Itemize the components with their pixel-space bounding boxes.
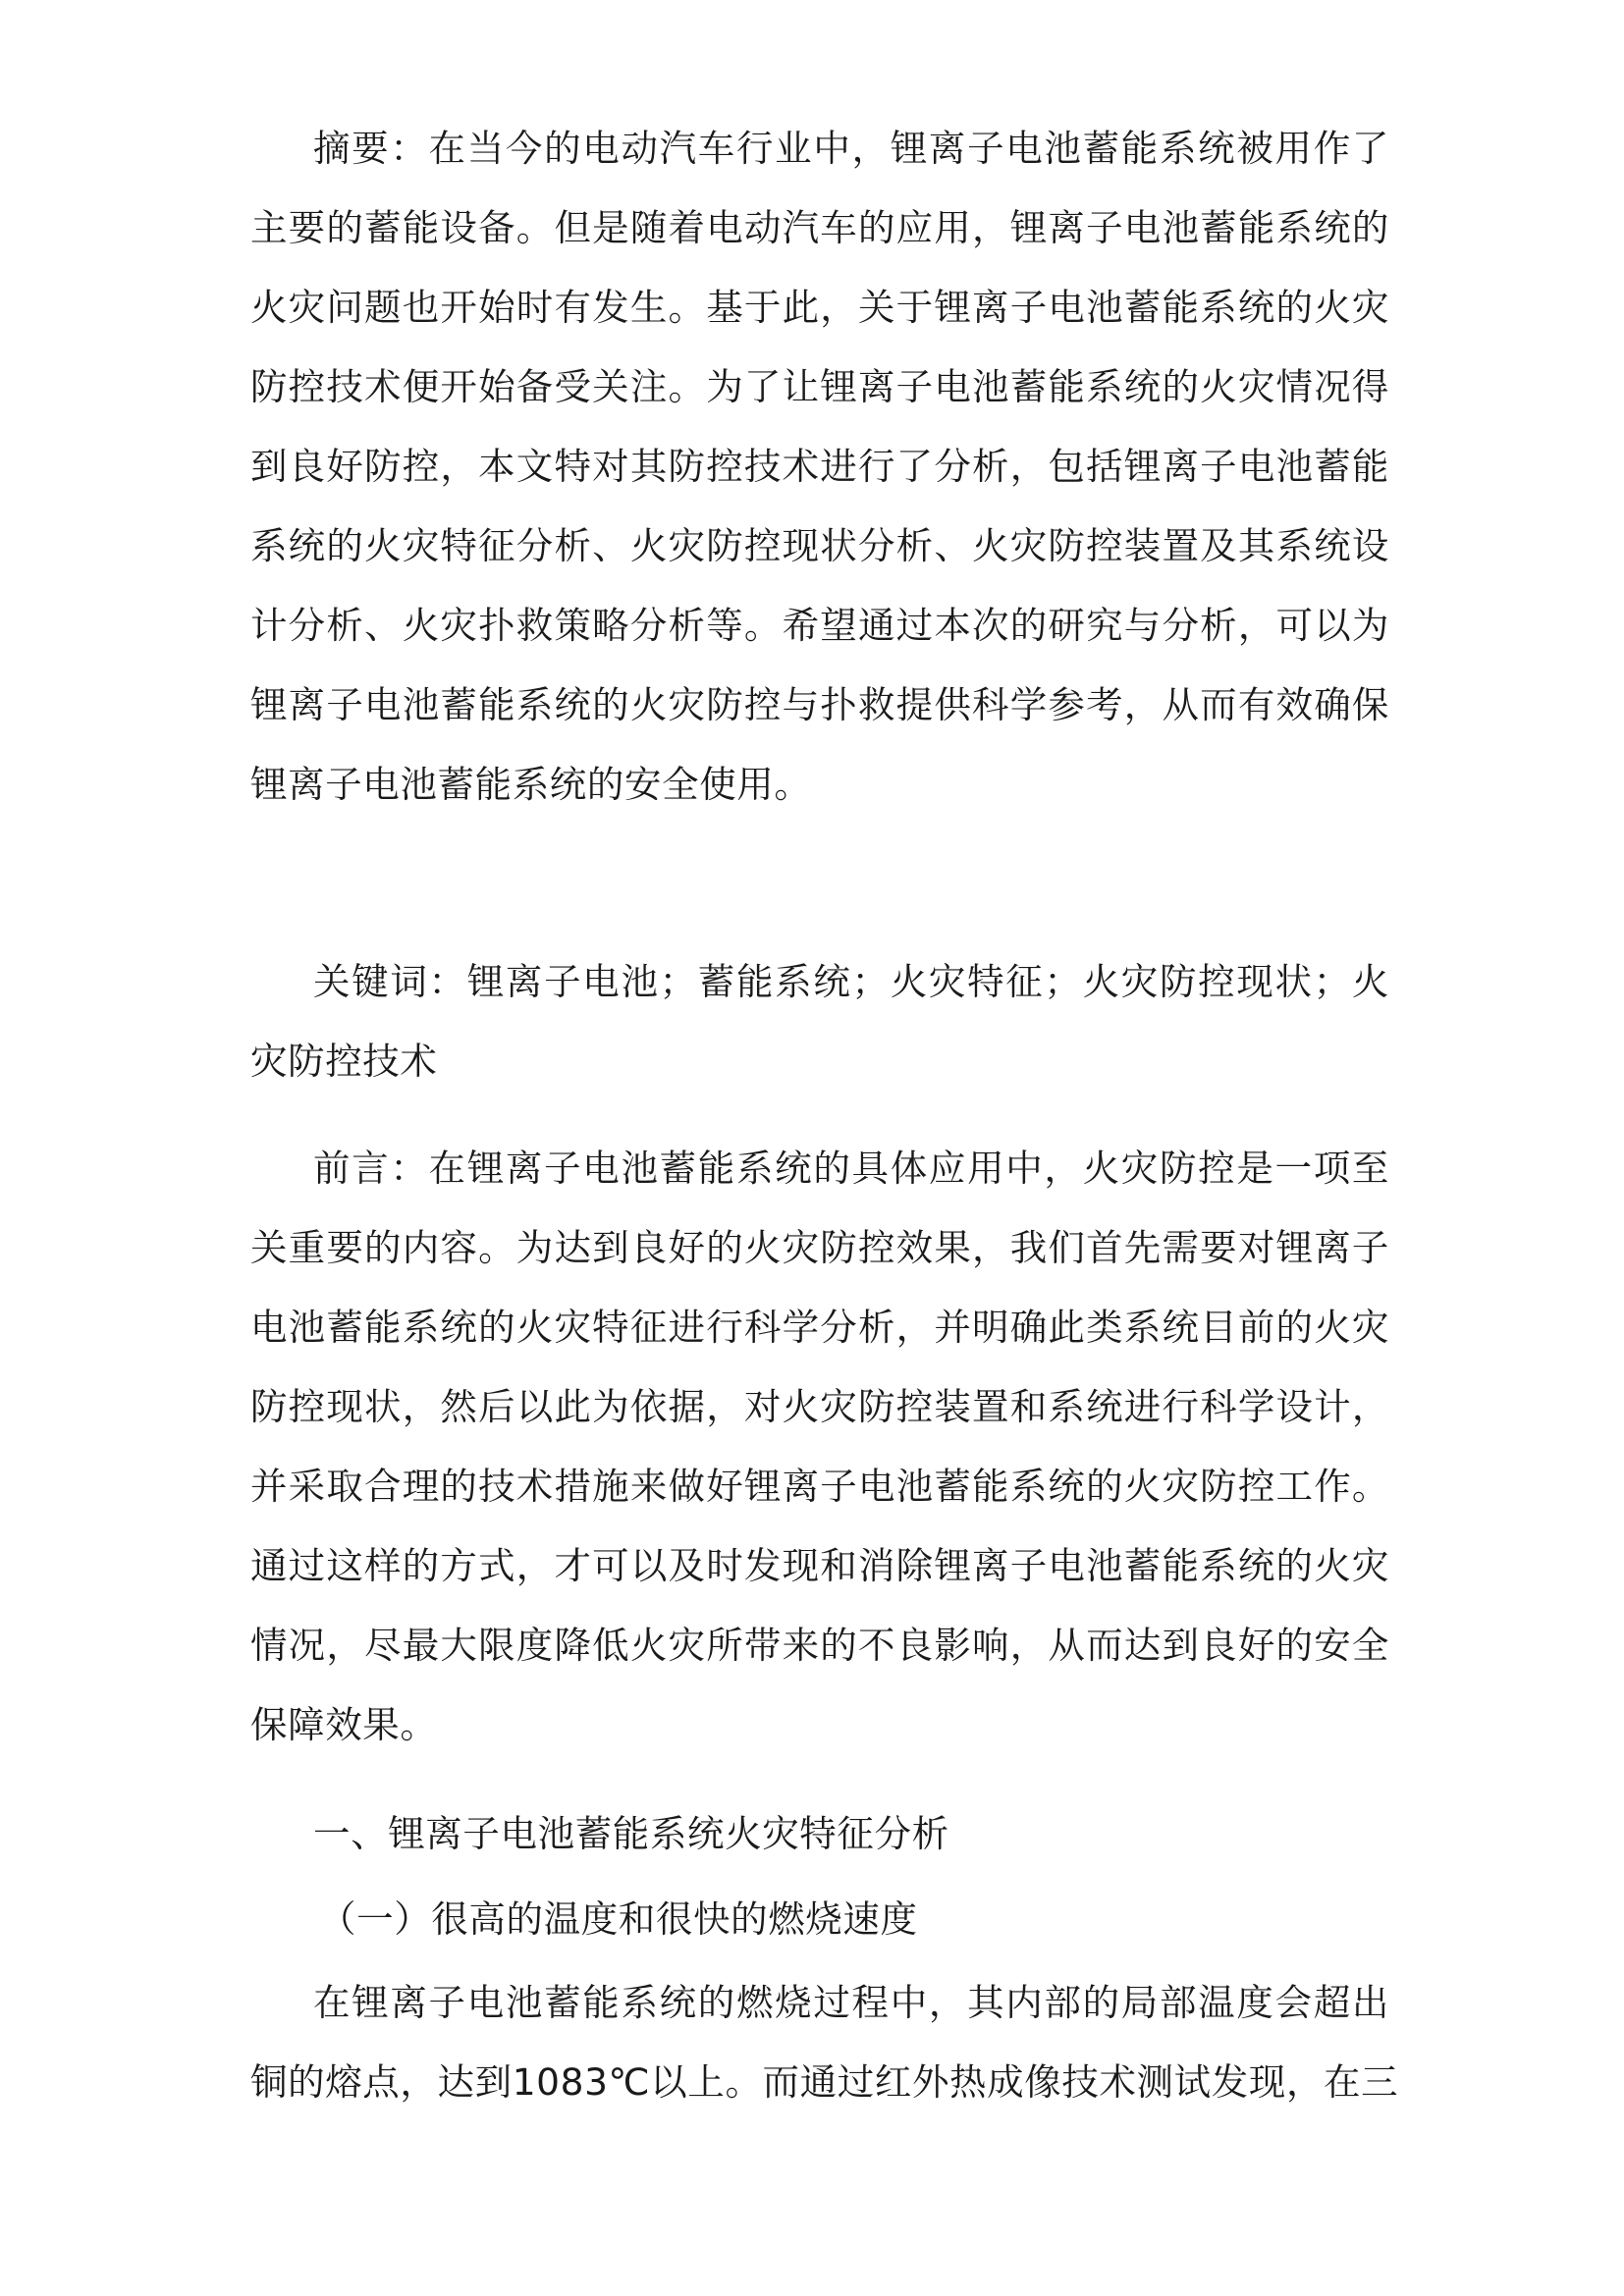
keywords-line: 关键词：锂离子电池；蓄能系统；火灾特征；火灾防控现状；火 xyxy=(313,960,1389,1003)
abstract-line: 主要的蓄能设备。但是随着电动汽车的应用，锂离子电池蓄能系统的 xyxy=(250,206,1389,249)
preface-line: 情况，尽最大限度降低火灾所带来的不良影响，从而达到良好的安全 xyxy=(250,1624,1389,1667)
abstract-line: 火灾问题也开始时有发生。基于此，关于锂离子电池蓄能系统的火灾 xyxy=(250,286,1389,329)
abstract-line: 锂离子电池蓄能系统的安全使用。 xyxy=(250,763,812,806)
abstract-line: 锂离子电池蓄能系统的火灾防控与扑救提供科学参考，从而有效确保 xyxy=(250,683,1389,726)
abstract-line: 计分析、火灾扑救策略分析等。希望通过本次的研究与分析，可以为 xyxy=(250,604,1389,647)
body-line: 铜的熔点，达到1083℃以上。而通过红外热成像技术测试发现，在三 xyxy=(250,2060,1399,2104)
abstract-line: 系统的火灾特征分析、火灾防控现状分析、火灾防控装置及其系统设 xyxy=(250,524,1389,567)
section-heading-text: 一、锂离子电池蓄能系统火灾特征分析 xyxy=(313,1812,949,1855)
subsection-heading xyxy=(250,1880,1389,1959)
subsection-heading-text: （一）很高的温度和很快的燃烧速度 xyxy=(319,1897,918,1941)
abstract-line: 防控技术便开始备受关注。为了让锂离子电池蓄能系统的火灾情况得 xyxy=(250,365,1389,408)
abstract-line: 到良好防控，本文特对其防控技术进行了分析，包括锂离子电池蓄能 xyxy=(250,445,1389,488)
keywords-line: 灾防控技术 xyxy=(250,1040,438,1083)
preface-line: 防控现状，然后以此为依据，对火灾防控装置和系统进行科学设计， xyxy=(250,1385,1389,1428)
abstract-paragraph xyxy=(250,109,1389,825)
preface-line: 前言：在锂离子电池蓄能系统的具体应用中，火灾防控是一项至 xyxy=(313,1147,1389,1190)
preface-line: 通过这样的方式，才可以及时发现和消除锂离子电池蓄能系统的火灾 xyxy=(250,1544,1389,1587)
body-paragraph xyxy=(250,1963,1399,2122)
abstract-line: 摘要：在当今的电动汽车行业中，锂离子电池蓄能系统被用作了 xyxy=(313,127,1389,170)
preface-line: 保障效果。 xyxy=(250,1703,438,1746)
preface-line: 电池蓄能系统的火灾特征进行科学分析，并明确此类系统目前的火灾 xyxy=(250,1306,1389,1349)
preface-line: 并采取合理的技术措施来做好锂离子电池蓄能系统的火灾防控工作。 xyxy=(250,1465,1389,1508)
preface-paragraph xyxy=(250,1129,1389,1765)
section-heading xyxy=(250,1794,1389,1874)
preface-line: 关重要的内容。为达到良好的火灾防控效果，我们首先需要对锂离子 xyxy=(250,1226,1389,1269)
body-line: 在锂离子电池蓄能系统的燃烧过程中，其内部的局部温度会超出 xyxy=(313,1981,1389,2024)
keywords-paragraph xyxy=(250,942,1389,1101)
